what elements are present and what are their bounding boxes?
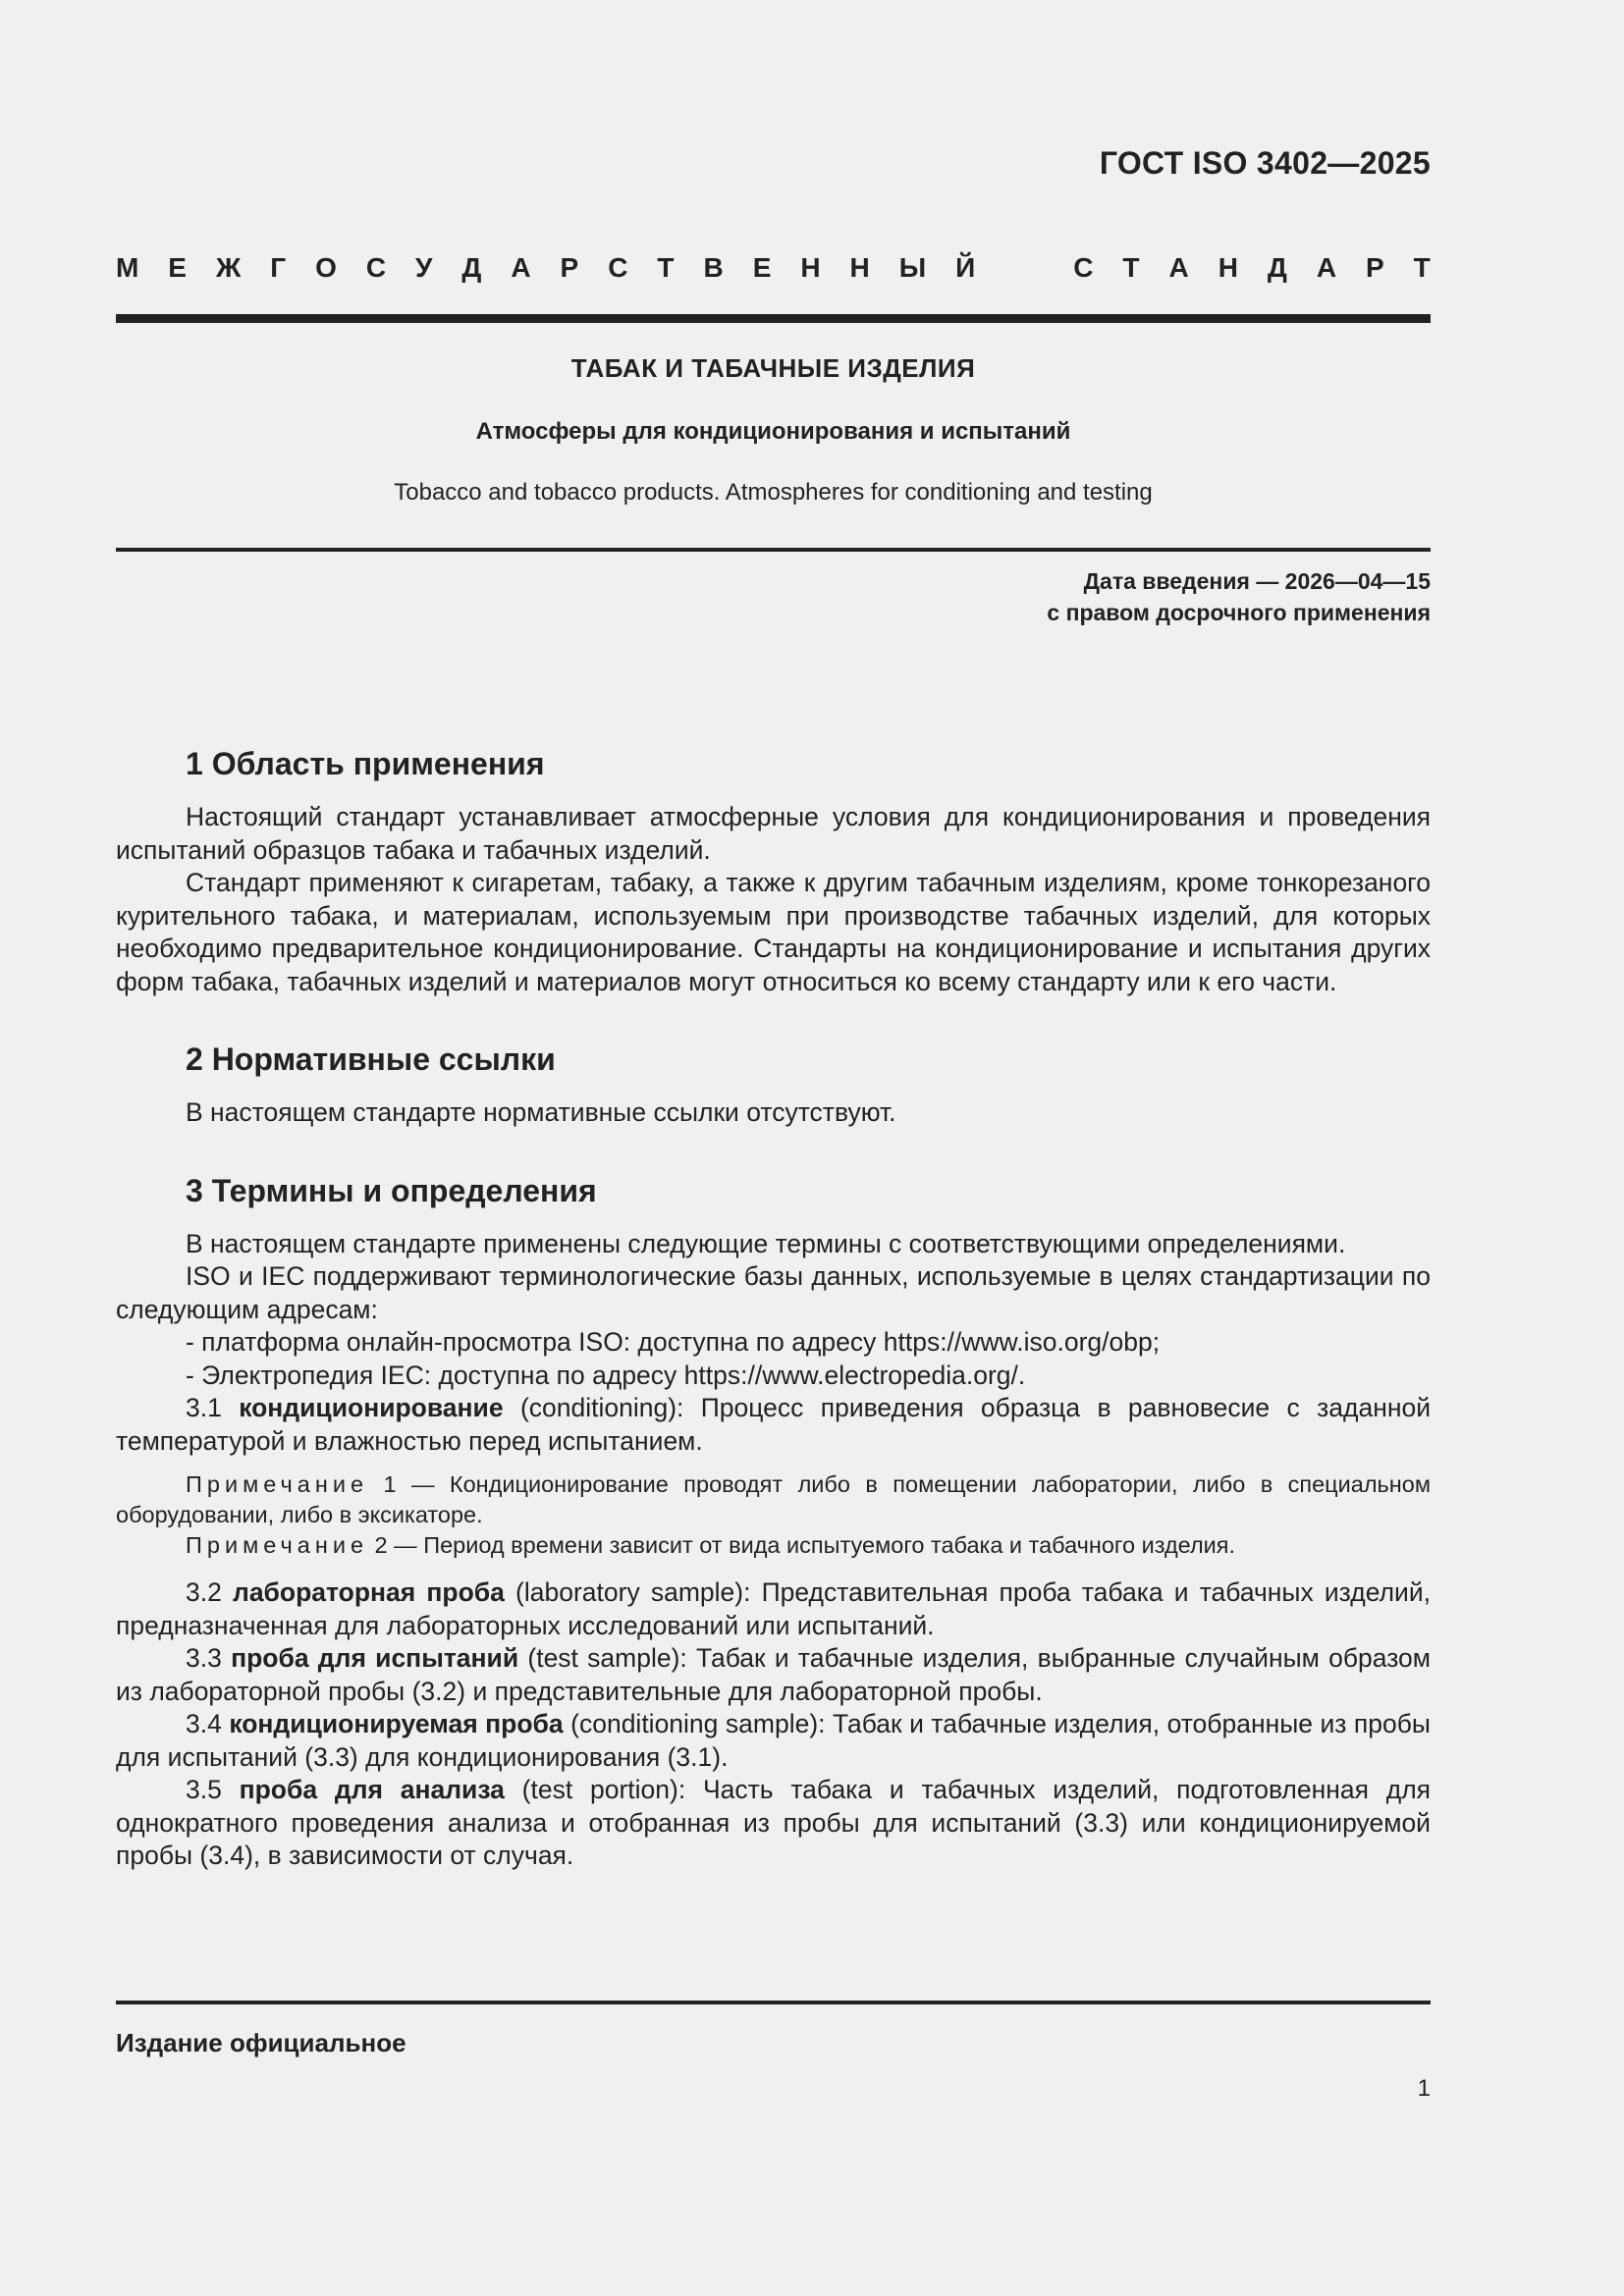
term-number: 3.2 (186, 1577, 233, 1607)
document-subtitle: Атмосферы для кондиционирования и испытаний (475, 418, 1071, 445)
term: проба для испытаний (231, 1643, 519, 1673)
introduction-date: Дата введения — 2026—04—15 (1083, 568, 1431, 594)
page-number: 1 (1417, 2075, 1431, 2102)
term-definition-text: (laboratory sample): Представительная проба табака и табачных изделий, предназначенная для лабораторных исследований или испытаний. (116, 1577, 1431, 1640)
notes-block (116, 1469, 1431, 1561)
paragraph: Настоящий стандарт устанавливает атмосферные условия для кондиционирования и проведения испытаний образцов табака и табачных изделий. (116, 802, 1431, 865)
term: лабораторная проба (232, 1577, 505, 1607)
header-divider-thick (116, 314, 1431, 323)
official-edition-label: Издание официальное (116, 2028, 406, 2057)
title-divider (116, 548, 1431, 552)
banner-letter: Е (168, 252, 187, 283)
document-code: ГОСТ ISO 3402—2025 (1099, 145, 1431, 181)
section-heading-normative-references: 2 Нормативные ссылки (186, 1041, 556, 1077)
document-body (116, 738, 1431, 1873)
paragraph: В настоящем стандарте применены следующие термины с соответствующими определениями. (186, 1228, 1346, 1258)
banner-letter: Н (800, 252, 821, 283)
document-title: ТАБАК И ТАБАЧНЫЕ ИЗДЕЛИЯ (570, 353, 976, 383)
term-definition-text: (conditioning): Процесс приведения образца в равновесие с заданной температурой и влажностью перед испытанием. (116, 1393, 1431, 1456)
introduction-date-block (1047, 565, 1431, 628)
note-label: Примечание (186, 1471, 369, 1497)
banner-letter: В (703, 252, 724, 283)
term-definition-text: (conditioning sample): Табак и табачные изделия, отобранные из пробы для испытаний (3.3) для кондиционирования (3.1). (116, 1709, 1431, 1772)
note-2 (116, 1530, 1431, 1561)
term-definition-3-4 (116, 1708, 1431, 1774)
banner-letter: А (511, 252, 531, 283)
document-page (116, 0, 1431, 2296)
interstate-standard-banner (116, 251, 1431, 285)
term-definition-3-5 (116, 1774, 1431, 1873)
banner-letter: Д (1267, 252, 1287, 283)
banner-letter: Т (1122, 252, 1140, 283)
banner-letter: Н (1218, 252, 1238, 283)
term-number: 3.4 (186, 1709, 230, 1738)
paragraph: ISO и IEC поддерживают терминологические базы данных, используемые в целях стандартизации по следующим адресам: (116, 1261, 1431, 1324)
note-label: Примечание (186, 1532, 369, 1558)
banner-letter: Д (461, 252, 482, 283)
banner-letter: Ы (898, 252, 927, 283)
banner-letter: А (1316, 252, 1337, 283)
term: кондиционирование (239, 1393, 504, 1422)
banner-letter: А (1168, 252, 1189, 283)
banner-letter: Е (752, 252, 772, 283)
list-item: - платформа онлайн-просмотра ISO: доступна по адресу https://www.iso.org/obp; (186, 1327, 1161, 1357)
banner-letter: О (315, 252, 337, 283)
banner-letter: Т (1413, 252, 1431, 283)
banner-letter: Н (849, 252, 870, 283)
term-number: 3.3 (186, 1643, 232, 1673)
banner-letter: С (608, 252, 628, 283)
section-heading-scope: 1 Область применения (186, 746, 545, 781)
banner-letter: Т (657, 252, 675, 283)
early-application-note: с правом досрочного применения (1047, 600, 1431, 625)
banner-letter: М (116, 252, 139, 283)
section-heading-terms: 3 Термины и определения (186, 1172, 597, 1208)
paragraph: Стандарт применяют к сигаретам, табаку, а также к другим табачным изделиям, кроме тонкорезаного курительного табака, и материалам, используемым при производстве табачных изделий, для которых необходимо предварительное кондиционирование. Стандарты на кондиционирование и испытания других форм табака, табачных изделий и материалов могут относиться ко всему стандарту или к его части. (116, 868, 1431, 996)
banner-letter: Ж (215, 252, 242, 283)
list-item: - Электропедия IEC: доступна по адресу https://www.electropedia.org/. (186, 1360, 1026, 1390)
banner-letter: У (415, 252, 433, 283)
term: кондиционируемая проба (229, 1709, 564, 1738)
term-definition-text: (test sample): Табак и табачные изделия, выбранные случайным образом из лабораторной пробы (3.2) и представительные для лабораторной пробы. (116, 1643, 1432, 1706)
note-text: 2 — Период времени зависит от вида испытуемого табака и табачного изделия. (368, 1532, 1236, 1558)
term-definition-text: (test portion): Часть табака и табачных изделий, подготовленная для однократного проведения анализа и отобранная из пробы для испытаний (3.3) или кондиционируемой пробы (3.4), в зависимости от случая. (116, 1775, 1432, 1870)
term-definition-3-1 (116, 1392, 1431, 1458)
term-number: 3.5 (186, 1775, 240, 1804)
footer-divider (116, 2001, 1431, 2004)
banner-letter: С (365, 252, 387, 283)
banner-letter: Г (270, 252, 287, 283)
term: проба для анализа (239, 1775, 505, 1804)
note-1 (116, 1469, 1431, 1530)
banner-letter: С (1073, 252, 1094, 283)
paragraph: В настоящем стандарте нормативные ссылки отсутствуют. (186, 1097, 896, 1127)
term-definition-3-3 (116, 1642, 1431, 1708)
term-number: 3.1 (186, 1393, 240, 1422)
term-definition-3-2 (116, 1576, 1431, 1642)
banner-letter: Р (560, 252, 579, 283)
document-english-title: Tobacco and tobacco products. Atmospheres for conditioning and testing (394, 479, 1153, 506)
note-text: 1 — Кондиционирование проводят либо в помещении лаборатории, либо в специальном оборудовании, либо в эксикаторе. (116, 1471, 1431, 1527)
banner-letter: Й (955, 252, 976, 283)
banner-letter: Р (1366, 252, 1384, 283)
